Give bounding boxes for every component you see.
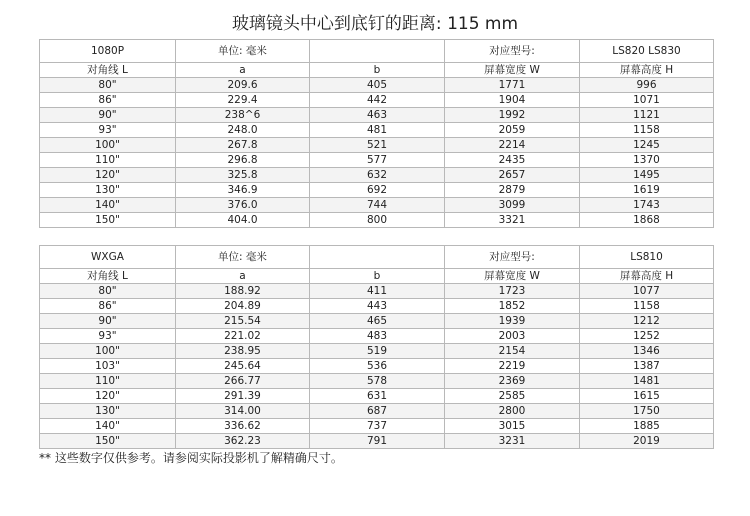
table-row [40,359,714,374]
table-cell: 1904 [445,93,580,108]
table-cell: 631 [310,389,445,404]
table-row [40,153,714,168]
table-cell: 204.89 [176,299,310,314]
table-cell: 90" [40,314,176,329]
table-cell: 209.6 [176,78,310,93]
table-cell: 2019 [580,434,714,449]
column-header: a [176,269,310,284]
table-cell: 266.77 [176,374,310,389]
table-cell: 325.8 [176,168,310,183]
table-cell: 2435 [445,153,580,168]
table-cell: 1158 [580,299,714,314]
table-row [40,123,714,138]
column-header: 屏幕宽度 W [445,269,580,284]
table-cell: 376.0 [176,198,310,213]
table-cell: 2657 [445,168,580,183]
spec-table-1080p [39,39,714,228]
table-cell: 791 [310,434,445,449]
table-cell: 3321 [445,213,580,228]
column-header: 屏幕高度 H [580,269,714,284]
table-cell: 93" [40,123,176,138]
table-cell: 86" [40,93,176,108]
column-header: 屏幕宽度 W [445,63,580,78]
table-cell: 140" [40,198,176,213]
table-cell: 2154 [445,344,580,359]
table-cell: 1868 [580,213,714,228]
table-cell: 140" [40,419,176,434]
table-cell: 737 [310,419,445,434]
table-row [40,434,714,449]
column-header: 屏幕高度 H [580,63,714,78]
column-header-row [40,269,714,284]
table-cell: 100" [40,138,176,153]
table-cell: 2369 [445,374,580,389]
table-cell: 1481 [580,374,714,389]
table-row [40,183,714,198]
table-cell: 1346 [580,344,714,359]
table-cell: 93" [40,329,176,344]
table-cell: 90" [40,108,176,123]
table-cell: 188.92 [176,284,310,299]
table-cell: 291.39 [176,389,310,404]
model-cell: 1080P [40,40,176,63]
column-header: b [310,269,445,284]
table-cell: 215.54 [176,314,310,329]
table-row [40,299,714,314]
page-title: 玻璃镜头中心到底钉的距离: 115 mm [231,14,519,34]
table-cell: 1387 [580,359,714,374]
table-cell: 1495 [580,168,714,183]
table-cell: 1252 [580,329,714,344]
table-cell: 80" [40,284,176,299]
table-row [40,314,714,329]
table-cell: 996 [580,78,714,93]
table-cell: 229.4 [176,93,310,108]
table-row [40,344,714,359]
table-row [40,389,714,404]
table-cell: 1992 [445,108,580,123]
table-cell: 336.62 [176,419,310,434]
table-cell: 443 [310,299,445,314]
table-cell: 2879 [445,183,580,198]
table-cell: 110" [40,374,176,389]
column-header: 对角线 L [40,63,176,78]
table-cell: 2059 [445,123,580,138]
table-cell: 248.0 [176,123,310,138]
table-cell: 267.8 [176,138,310,153]
table-cell: 404.0 [176,213,310,228]
table-row [40,329,714,344]
table-cell: 1885 [580,419,714,434]
table-cell: 1370 [580,153,714,168]
table-cell: 1852 [445,299,580,314]
table-row [40,168,714,183]
table-cell: 632 [310,168,445,183]
table-row [40,198,714,213]
table-cell: 411 [310,284,445,299]
table-cell: 3099 [445,198,580,213]
table-cell: 2219 [445,359,580,374]
table-row [40,419,714,434]
table-row [40,138,714,153]
table-row [40,404,714,419]
table-row [40,93,714,108]
column-header: a [176,63,310,78]
table-cell: 86" [40,299,176,314]
column-header-row [40,63,714,78]
table-cell: 1750 [580,404,714,419]
table-cell: 3231 [445,434,580,449]
table-cell: 245.64 [176,359,310,374]
table-cell: 100" [40,344,176,359]
table-row [40,284,714,299]
disclaimer-note: ** 这些数字仅供参考。请参阅实际投影机了解精确尺寸。 [39,451,343,465]
table-cell: 296.8 [176,153,310,168]
model-label-cell: 对应型号: [445,246,580,269]
table-cell: 130" [40,183,176,198]
blank-cell [310,246,445,269]
table-cell: 744 [310,198,445,213]
table-cell: 442 [310,93,445,108]
table-cell: 1939 [445,314,580,329]
table-cell: 238^6 [176,108,310,123]
table-cell: 1071 [580,93,714,108]
table-cell: 521 [310,138,445,153]
table-cell: 1743 [580,198,714,213]
table-cell: 1212 [580,314,714,329]
table-cell: 1077 [580,284,714,299]
table-cell: 2214 [445,138,580,153]
table-row [40,108,714,123]
table-cell: 120" [40,389,176,404]
table-cell: 362.23 [176,434,310,449]
table-cell: 3015 [445,419,580,434]
table-cell: 120" [40,168,176,183]
table-cell: 221.02 [176,329,310,344]
table-cell: 110" [40,153,176,168]
table-cell: 519 [310,344,445,359]
table-cell: 405 [310,78,445,93]
table-cell: 465 [310,314,445,329]
model-label-cell: 对应型号: [445,40,580,63]
table-cell: 1158 [580,123,714,138]
table-cell: 687 [310,404,445,419]
table-cell: 80" [40,78,176,93]
table-cell: 238.95 [176,344,310,359]
table-cell: 483 [310,329,445,344]
table-row [40,374,714,389]
table-cell: 692 [310,183,445,198]
table-cell: 463 [310,108,445,123]
spec-table-wxga [39,245,714,449]
table-row [40,78,714,93]
column-header: 对角线 L [40,269,176,284]
table-cell: 150" [40,213,176,228]
table-cell: 346.9 [176,183,310,198]
table-header-row [40,246,714,269]
table-header-row [40,40,714,63]
table-cell: 150" [40,434,176,449]
column-header: b [310,63,445,78]
table-cell: 800 [310,213,445,228]
table-cell: 577 [310,153,445,168]
table-cell: 1619 [580,183,714,198]
table-cell: 1615 [580,389,714,404]
table-cell: 1723 [445,284,580,299]
table-cell: 578 [310,374,445,389]
model-cell: WXGA [40,246,176,269]
table-cell: 130" [40,404,176,419]
table-cell: 1245 [580,138,714,153]
table-row [40,213,714,228]
table-cell: 1121 [580,108,714,123]
table-cell: 536 [310,359,445,374]
table-cell: 2800 [445,404,580,419]
table-cell: 2003 [445,329,580,344]
table-cell: 314.00 [176,404,310,419]
table-cell: 1771 [445,78,580,93]
model-value-cell: LS820 LS830 [580,40,714,63]
table-cell: 2585 [445,389,580,404]
unit-cell: 单位: 毫米 [176,40,310,63]
table-cell: 481 [310,123,445,138]
blank-cell [310,40,445,63]
unit-cell: 单位: 毫米 [176,246,310,269]
model-value-cell: LS810 [580,246,714,269]
table-cell: 103" [40,359,176,374]
